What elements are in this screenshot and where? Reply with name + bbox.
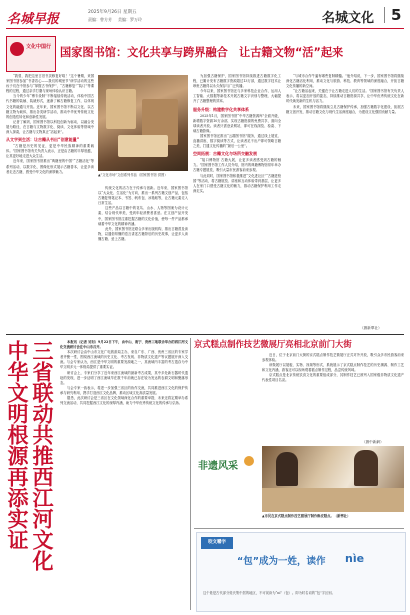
col2-para-1: 传统文化的活力在于传承与创新。近年来，国家图书馆以“大众化、生活化”为方向，推出一系列古籍文创产品，包括古籍复刻笔记本、书签、帆布包、冰箱贴等，让古籍元素走入日常生活。 bbox=[98, 186, 188, 206]
right-para-1: 近日，位于北京前门大街的京式糕点制作技艺微展厅正式对外开放，吸引众多市民游客前来参观体验。 bbox=[262, 353, 404, 363]
col3-para-1: 为加强古籍保护，国家图书馆持续推进古籍数字化工程，已累计发布古籍数字资源超过13万部，通过数字技术让珍贵古籍得以永久保存与广泛传播。 bbox=[193, 74, 281, 89]
mid-para-2: 研讨会上，专家们分享了近年来西江流域的最新考古成果，其中多处新石器时代遗址的发现，进一步证明了西江流域早在数千年前就已存在较为发达的农耕文明和聚落形态。 bbox=[60, 370, 188, 385]
quiz-box bbox=[196, 532, 406, 612]
col4-para-2: “让古籍活起来，关键在于让古籍走进人们的生活。”国家图书馆有关负责人表示，将以更加开放的姿态，持续推动古籍资源共享，让中华优秀传统文化在新时代焕发新的生机与活力。 bbox=[286, 89, 404, 104]
quiz-tag: 咬文嚼字 bbox=[201, 537, 233, 549]
photo-object-1 bbox=[106, 89, 136, 129]
pastry-caption: ▲市民在京式糕点制作技艺微展厅制作酥皮糕点。（新華社） bbox=[262, 514, 351, 518]
col2-para-2: 这些产品以古籍中的花鸟、山水、人物等图案为设计元素，结合现代审美，受到年轻消费者喜爱。在文创产品开发中，国家图书馆注重挖掘古籍的文化价值，使每一件产品都承载着中华文化的精神内涵。 bbox=[98, 206, 188, 226]
right-byline: （據中新網） bbox=[362, 440, 384, 444]
non-heritage-title: 非遗风采 bbox=[198, 461, 238, 472]
photo-object-3 bbox=[118, 135, 168, 157]
col3-subheading-a: 服务升级：构建数字化共享体系 bbox=[193, 106, 249, 112]
section-divider bbox=[384, 7, 385, 23]
quiz-note: 这个姓是古代部分姓氏集中居的地区，不可误读为“ní”（包）。即为时名词的“包”字区别。 bbox=[203, 591, 335, 595]
photo-caption: ▲“文化市场”文创系列作品（国家图书馆 供图） bbox=[98, 173, 168, 177]
vertical-headline-1: 三省联动共推西江河文化 bbox=[30, 340, 55, 571]
photo-table bbox=[262, 488, 404, 512]
mid-lead: 本报讯（记者 吴钊）9月22日下午，由中山、南宁、贵州三地联合举办的西江河文化交流研讨会在中山市召开。 bbox=[60, 340, 188, 350]
article-col-2 bbox=[98, 186, 188, 332]
non-heritage-badge bbox=[196, 454, 256, 476]
vertical-headline-2: 中华文明根源再添实证 bbox=[5, 340, 30, 550]
mid-para-1: 本次研讨会由中山市文化广电旅游局主办，来自广东、广西、贵州三省区的专家学者齐聚一堂，围绕西江流域的历史文化、考古发现、非物质文化遗产等议题展开深入交流。与会专家认为，西江是中华文明的重要发源地之一，其流域内丰富的考古遗存为中华文明多元一体格局提供了重要实证。 bbox=[60, 350, 188, 370]
col3-para-3: 2025年1月，国家图书馆“中华古籍资源库”全面升级，新增数字资源10万余部，实现古籍资源的免费共享，面向全球读者开放。读者只需登录网站，即可在线浏览、检索、下载古籍影像。 bbox=[193, 113, 281, 133]
col1-para-3: 记者了解到，国家图书馆以科技创新为驱动，以融合发展为路径，在古籍与文物数字化、阅读、文化体验等领域中深入探索，让古籍与文物真正“活起来”。 bbox=[6, 119, 94, 135]
right-lower-rule bbox=[194, 528, 404, 529]
col3-para-4: 国家图书馆还推出“云端图书馆”服务，通过线上展览、直播讲座、数字阅读等方式，让读者足不出户即可领略古籍之美，打通文化传播的“最后一公里”。 bbox=[193, 133, 281, 149]
col1-subheading: 从文字到生活：让古籍从书出“创意能量” bbox=[6, 137, 80, 143]
photo-person-1 bbox=[276, 452, 298, 486]
article-col-4 bbox=[286, 74, 404, 328]
cultural-products-photo bbox=[98, 75, 188, 171]
quiz-answer: nìe bbox=[345, 552, 365, 565]
right-article-text bbox=[262, 353, 404, 439]
col2-para-3: 此外，国家图书馆还联合多家出版机构，推出古籍普及读物，以通俗易懂的语言讲述古籍背后的历史故事，让更多人读懂古籍、爱上古籍。 bbox=[98, 226, 188, 241]
lower-divider bbox=[190, 338, 191, 610]
pastry-photo bbox=[262, 446, 404, 512]
issue-date: 2025年9月26日 星期五 bbox=[88, 10, 137, 15]
mid-article bbox=[60, 340, 188, 610]
culture-logo bbox=[6, 36, 56, 72]
col3-subheading-b: 空间拓展：古籍文化与场所交融发展 bbox=[193, 151, 257, 157]
article-col-3 bbox=[193, 74, 281, 332]
col4-byline: （據新華社） bbox=[360, 326, 382, 330]
designer-credit: 美编：罗万玲 bbox=[118, 17, 142, 22]
col1-para-5: 近年来，国家图书馆推出“典籍里的中国”“古籍活化”等系列活动，以数字化、图像化形式展示古籍善本，让更多读者走近古籍，感受中华文化的深厚魅力。 bbox=[6, 159, 94, 174]
culture-logo-emblem bbox=[10, 42, 24, 56]
flower-icon bbox=[244, 456, 254, 466]
editor-credit: 责编：曾方芳 bbox=[88, 17, 112, 22]
col1-para-1: “我曾，我把这里古旧书页修复好啦！”这个暑期，来国家图书馆参加“书香若心——我们的城里节”研学活动的这些孩子们在中馆参与“掌握古书保护”、“古籍修复”“装订”等课程的过程，通过亲手打磨与现场体验认识古籍。 bbox=[6, 74, 94, 94]
brand-logo: 名城早报 bbox=[7, 12, 60, 27]
main-headline: 国家图书馆：文化共享与跨界融合 让古籍文物“活”起来 bbox=[60, 46, 344, 59]
col3-para-5: “接口博物馆 古籍大展，让更多读者感受到古籍的魅力。”国家图书馆工作人员介绍，馆内的典籍博物馆常年举办古籍专题展览，吸引大量市民游客前来参观。 bbox=[193, 158, 281, 173]
right-para-2: 该微展厅以展板、实物、视频等形式，系统展示了京式糕点制作技艺的历史渊源、制作工艺和文化内涵，游客还可以现场观看糕点制作过程，品尝传统风味。 bbox=[262, 363, 404, 373]
col1-para-4: “古籍是历史的见证，更是中华民族精神的重要载体。”国家图书馆有关负责人表示，正是由古籍的丰厚底蕴，让其更好地走进大众生活。 bbox=[6, 144, 94, 159]
right-headline: 京式糕点制作技艺微展厅亮相北京前门大街 bbox=[194, 339, 352, 349]
quiz-question: “包”成为一姓，读作 bbox=[237, 556, 326, 567]
photo-person-2 bbox=[354, 450, 378, 486]
top-section-rule bbox=[6, 334, 404, 335]
mid-para-3: 与会专家一致表示，将进一步加强三省区的协作交流，共同推进西江文化的保护传承与研究利用，携手打造西江文化品牌，推动区域文化高质量发展。 bbox=[60, 385, 188, 395]
section-name: 名城文化 bbox=[322, 11, 375, 26]
culture-logo-text: 文化中国行 bbox=[26, 44, 52, 50]
page-number: 5 bbox=[391, 6, 402, 24]
masthead-rule bbox=[6, 28, 404, 29]
col4-para-3: 未来，国家图书馆将继续立足古籍保护传承，加强古籍数字化建设，拓展古籍文创开发，推动古籍文化与现代生活深度融合，为建设文化强国贡献力量。 bbox=[286, 104, 404, 114]
right-para-3: 京式糕点是北京传统饮食文化的重要组成部分，其制作技艺已被列入国家级非物质文化遗产代表性项目名录。 bbox=[262, 373, 404, 383]
col1-para-2: 当今的少年“博专设制”不断接续传统活动，体验中国古代书籍的装帧、装裱形式，逐渐了解古籍修复工作，以体现文化的融通与开放。近年来，国家图书馆不断以文化、以古籍文物为载体，推出各类研学活动，推动中华优秀传统文化的创造性转化和创新性发展。 bbox=[6, 94, 94, 119]
mid-para-4: 据悉，此次研讨会是三省区在文化领域深化合作的重要举措，未来还将定期举办系列交流活动，共同挖掘西江文化的深厚内涵，助力中华优秀传统文化的传承与弘扬。 bbox=[60, 396, 188, 406]
col3-para-6: 与此同时，国家图书馆积极推进“文化进社区”“古籍进校园”等活动，将古籍展览、讲座和互动体验带到基层，让更多人在家门口感受古籍文化的魅力，推动古籍保护利用工作走深走实。 bbox=[193, 173, 281, 193]
article-col-1 bbox=[6, 74, 94, 332]
col4-para-1: “与城市合作牛逼有哪些复制精髓。”他介绍说，下一步，国家图书馆将继续深化古籍活化利用，推动文化与旅游、科技、教育等领域的深度融合，开拓古籍文化传播的新空间。 bbox=[286, 74, 404, 89]
col3-para-2: 今年以来，国家图书馆还与多家科技企业合作，运用人工智能、大数据等新技术开展古籍文字识别与整理，大幅提升了古籍整理的效率。 bbox=[193, 89, 281, 104]
masthead bbox=[0, 0, 410, 30]
